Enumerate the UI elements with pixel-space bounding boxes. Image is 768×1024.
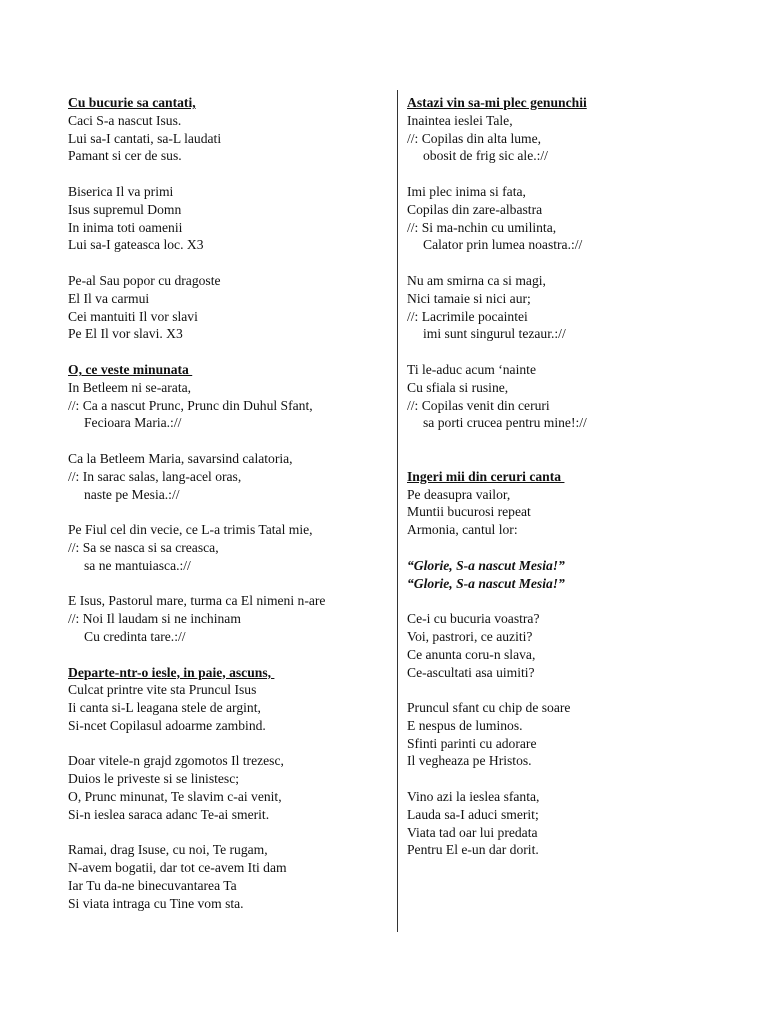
- refrain: [407, 557, 727, 593]
- verse-line: Cu credinta tare.://: [84, 628, 186, 644]
- verse-line: Pe Fiul cel din vecie, ce L-a trimis Tatal mie,: [68, 522, 313, 538]
- verse-line: //: Noi Il laudam si ne inchinam: [68, 611, 241, 627]
- verse-line: Fecioara Maria.://: [84, 415, 182, 431]
- verse-line: //: Ca a nascut Prunc, Prunc din Duhul Sfant,: [68, 397, 313, 413]
- verse-line: Biserica Il va primi: [68, 183, 174, 199]
- verse-line: Duios le priveste si se linistesc;: [68, 771, 240, 787]
- verse-line: Vino azi la ieslea sfanta,: [407, 789, 540, 805]
- stanza: [68, 272, 388, 343]
- stanza: [407, 699, 727, 770]
- verse-line: //: Si ma-nchin cu umilinta,: [407, 219, 557, 235]
- song-astazi-vin: [407, 94, 727, 432]
- verse-line: Nu am smirna ca si magi,: [407, 272, 546, 288]
- stanza: [407, 610, 727, 681]
- verse-line: Pe deasupra vailor,: [407, 486, 511, 502]
- verse-line: Iar Tu da-ne binecuvantarea Ta: [68, 878, 237, 894]
- stanza: [407, 788, 727, 859]
- verse-line: Ce anunta coru-n slava,: [407, 646, 536, 662]
- stanza: [407, 486, 727, 539]
- song-cu-bucurie: [68, 94, 388, 343]
- verse-line: Si viata intraga cu Tine vom sta.: [68, 895, 244, 911]
- stanza: [407, 183, 727, 254]
- verse-line: obosit de frig sic ale.://: [423, 148, 548, 164]
- verse-line: Imi plec inima si fata,: [407, 183, 526, 199]
- song-title: Ingeri mii din ceruri canta: [407, 468, 565, 484]
- verse-line: Ii canta si-L leagana stele de argint,: [68, 700, 261, 716]
- verse-line: Cei mantuiti Il vor slavi: [68, 308, 198, 324]
- verse-line: Culcat printre vite sta Pruncul Isus: [68, 682, 257, 698]
- stanza: [68, 183, 388, 254]
- refrain-line: “Glorie, S-a nascut Mesia!”: [407, 575, 565, 591]
- verse-line: //: Sa se nasca si sa creasca,: [68, 539, 219, 555]
- verse-line: Calator prin lumea noastra.://: [423, 237, 583, 253]
- verse-line: Si-n ieslea saraca adanc Te-ai smerit.: [68, 806, 270, 822]
- verse-line: Caci S-a nascut Isus.: [68, 112, 182, 128]
- stanza: [407, 272, 727, 343]
- verse-line: Inaintea ieslei Tale,: [407, 112, 513, 128]
- stanza: [68, 592, 388, 645]
- verse-line: E nespus de luminos.: [407, 717, 523, 733]
- verse-line: El Il va carmui: [68, 290, 150, 306]
- verse-line: Voi, pastrori, ce auziti?: [407, 628, 533, 644]
- verse-line: //: In sarac salas, lang-acel oras,: [68, 468, 242, 484]
- refrain-line: “Glorie, S-a nascut Mesia!”: [407, 557, 565, 573]
- stanza: [68, 841, 388, 912]
- verse-line: Ca la Betleem Maria, savarsind calatoria,: [68, 450, 293, 466]
- verse-line: //: Copilas venit din ceruri: [407, 397, 550, 413]
- left-column: [68, 94, 388, 930]
- verse-line: Ti le-aduc acum ‘nainte: [407, 361, 536, 377]
- verse-line: Lauda sa-I aduci smerit;: [407, 806, 539, 822]
- verse-line: O, Prunc minunat, Te slavim c-ai venit,: [68, 789, 282, 805]
- verse-line: //: Copilas din alta lume,: [407, 130, 542, 146]
- verse-line: naste pe Mesia.://: [84, 486, 180, 502]
- song-title: Astazi vin sa-mi plec genunchii: [407, 95, 587, 110]
- verse-line: Pe El Il vor slavi. X3: [68, 326, 183, 342]
- stanza: [68, 112, 388, 165]
- verse-line: Viata tad oar lui predata: [407, 824, 538, 840]
- verse-line: sa porti crucea pentru mine!://: [423, 415, 587, 431]
- verse-line: Nici tamaie si nici aur;: [407, 290, 531, 306]
- stanza: [68, 521, 388, 574]
- stanza: [68, 450, 388, 503]
- verse-line: Il vegheaza pe Hristos.: [407, 753, 532, 769]
- stanza: [407, 112, 727, 165]
- verse-line: sa ne mantuiasca.://: [84, 557, 191, 573]
- verse-line: In inima toti oamenii: [68, 219, 183, 235]
- verse-line: Ramai, drag Isuse, cu noi, Te rugam,: [68, 842, 268, 858]
- stanza: [407, 361, 727, 432]
- verse-line: E Isus, Pastorul mare, turma ca El nimeni n-are: [68, 593, 326, 609]
- song-title: O, ce veste minunata: [68, 361, 193, 377]
- song-o-ce-veste: [68, 361, 388, 646]
- verse-line: Armonia, cantul lor:: [407, 522, 518, 538]
- stanza: [68, 379, 388, 432]
- verse-line: N-avem bogatii, dar tot ce-avem Iti dam: [68, 860, 287, 876]
- verse-line: Pentru El e-un dar dorit.: [407, 842, 539, 858]
- column-divider: [397, 90, 398, 932]
- verse-line: Ce-ascultati asa uimiti?: [407, 664, 535, 680]
- verse-line: imi sunt singurul tezaur.://: [423, 326, 566, 342]
- verse-line: In Betleem ni se-arata,: [68, 379, 192, 395]
- right-column: [407, 94, 727, 877]
- stanza: [68, 752, 388, 823]
- verse-line: Pruncul sfant cu chip de soare: [407, 700, 571, 716]
- verse-line: Lui sa-I cantati, sa-L laudati: [68, 130, 222, 146]
- verse-line: Sfinti parinti cu adorare: [407, 735, 537, 751]
- verse-line: //: Lacrimile pocaintei: [407, 308, 528, 324]
- verse-line: Pe-al Sau popor cu dragoste: [68, 272, 221, 288]
- song-title: Cu bucurie sa cantati,: [68, 95, 196, 110]
- verse-line: Pamant si cer de sus.: [68, 148, 182, 164]
- stanza: [68, 681, 388, 734]
- verse-line: Ce-i cu bucuria voastra?: [407, 611, 540, 627]
- verse-line: Cu sfiala si rusine,: [407, 379, 509, 395]
- song-departe-ntr-o-iesle: [68, 664, 388, 913]
- verse-line: Doar vitele-n grajd zgomotos Il trezesc,: [68, 753, 284, 769]
- song-ingeri-mii: [407, 468, 727, 860]
- verse-line: Lui sa-I gateasca loc. X3: [68, 237, 204, 253]
- verse-line: Copilas din zare-albastra: [407, 201, 543, 217]
- song-title: Departe-ntr-o iesle, in paie, ascuns,: [68, 664, 275, 680]
- verse-line: Si-ncet Copilasul adoarme zambind.: [68, 717, 266, 733]
- verse-line: Isus supremul Domn: [68, 201, 182, 217]
- verse-line: Muntii bucurosi repeat: [407, 504, 531, 520]
